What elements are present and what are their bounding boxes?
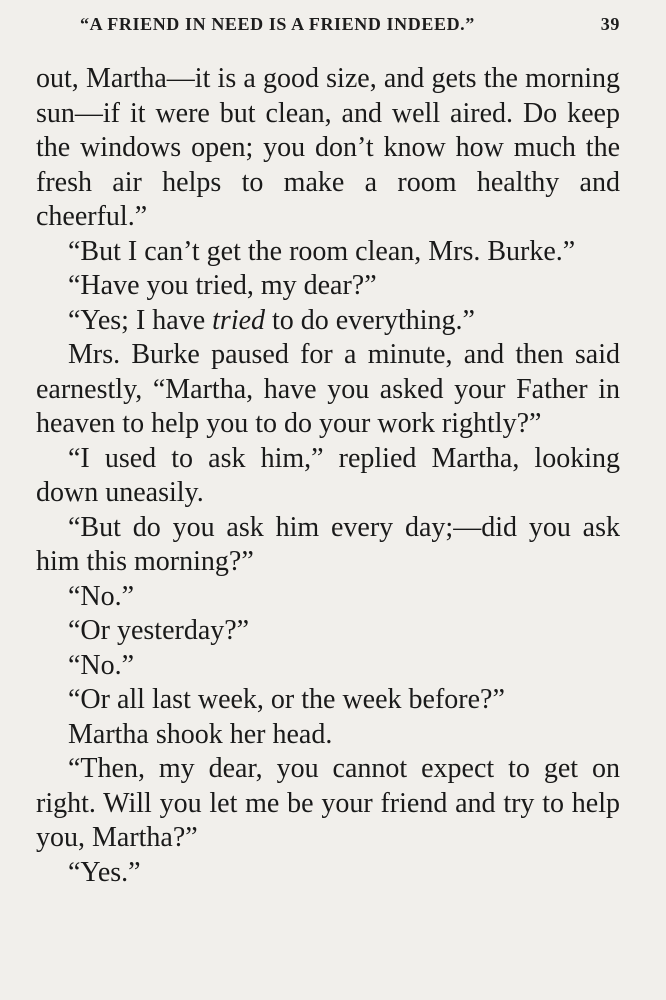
- paragraph-12: Martha shook her head.: [68, 718, 333, 750]
- paragraph-14: “Yes.”: [68, 856, 141, 888]
- paragraph-8: “No.”: [68, 580, 135, 612]
- paragraph-5: Mrs. Burke paused for a minute, and then said earnestly, “Martha, have you asked your Father in heaven to help you to do your work rightly?”: [36, 339, 620, 439]
- paragraph-6: “I used to ask him,” replied Martha, looking down uneasily.: [36, 442, 620, 508]
- paragraph-4-before: “Yes; I have: [68, 304, 213, 336]
- running-title: “A FRIEND IN NEED IS A FRIEND INDEED.”: [80, 14, 475, 34]
- paragraph-2: “But I can’t get the room clean, Mrs. Burke.”: [68, 235, 576, 267]
- paragraph-11: “Or all last week, or the week before?”: [68, 684, 505, 715]
- paragraph-1: out, Martha—it is a good size, and gets the morning sun—if it were but clean, and well aired. Do keep the windows open; you don’t know how much the fresh air helps to make a room healthy and cheerful.”: [36, 63, 620, 232]
- paragraph-4-after: to do everything.”: [265, 304, 475, 336]
- paragraph-7: “But do you ask him every day;—did you ask him this morning?”: [36, 511, 620, 577]
- paragraph-13: “Then, my dear, you cannot expect to get on right. Will you let me be your friend and try to help you, Martha?”: [36, 753, 620, 853]
- page-number: 39: [600, 14, 620, 34]
- paragraph-10: “No.”: [68, 649, 135, 681]
- paragraph-9: “Or yesterday?”: [68, 615, 250, 646]
- body-text: [36, 62, 620, 890]
- paragraph-3: “Have you tried, my dear?”: [68, 270, 377, 301]
- paragraph-4: [36, 304, 620, 339]
- paragraph-4-emphasis: tried: [212, 304, 266, 336]
